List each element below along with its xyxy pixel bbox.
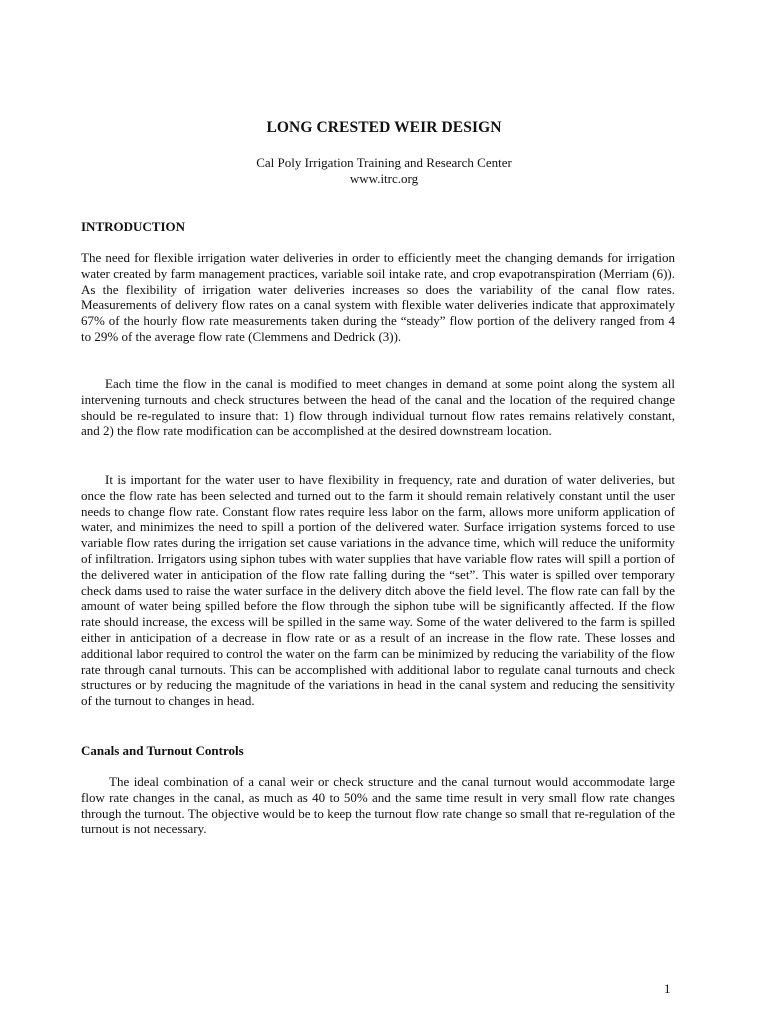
paragraph: The need for flexible irrigation water deliveries in order to efficiently meet the changing demands for irrigation water created by farm management practices, variable soil intake rate, and crop evapotranspiration (Merriam (6)). As the flexibility of irrigation water deliveries increases so does the variability of the canal flow rates. Measurements of delivery flow rates on a canal system with flexible water deliveries indicate that approximately 67% of the hourly flow rate measurements taken during the “steady” flow portion of the delivery ranged from 4 to 29% of the average flow rate (Clemmens and Dedrick (3)). xyxy=(81,250,675,344)
paragraph: The ideal combination of a canal weir or check structure and the canal turnout would accommodate large flow rate changes in the canal, as much as 40 to 50% and the same time result in very small flow rate changes through the turnout. The objective would be to keep the turnout flow rate change so small that re-regulation of the turnout is not necessary. xyxy=(81,774,675,837)
section-heading-canals-turnout-controls: Canals and Turnout Controls xyxy=(81,743,244,758)
paragraph: It is important for the water user to have flexibility in frequency, rate and duration of water deliveries, but once the flow rate has been selected and turned out to the farm it should remain relatively constant until the user needs to change flow rate. Constant flow rates require less labor on the farm, allows more uniform application of water, and minimizes the need to spill a portion of the delivered water. Surface irrigation systems forced to use variable flow rates during the irrigation set cause variations in the advance time, which will reduce the uniformity of infiltration. Irrigators using siphon tubes with water supplies that have variable flow rates will spill a portion of the delivered water in anticipation of the flow rate falling during the “set”. This water is spilled over temporary check dams used to raise the water surface in the delivery ditch above the field level. The flow rate can fall by the amount of water being spilled before the flow through the siphon tube will be significantly affected. If the flow rate should increase, the excess will be spilled in the same way. Some of the water delivered to the farm is spilled either in anticipation of a decrease in flow rate or as a result of an increase in the flow rate. These losses and additional labor required to control the water on the farm can be minimized by reducing the variability of the flow rate through canal turnouts. This can be accomplished with additional labor to regulate canal turnouts and check structures or by reducing the magnitude of the variations in head in the canal system and reducing the sensitivity of the turnout to changes in head. xyxy=(81,472,675,709)
organization-name: Cal Poly Irrigation Training and Research Center xyxy=(256,155,512,170)
paragraph: Each time the flow in the canal is modified to meet changes in demand at some point along the system all intervening turnouts and check structures between the head of the canal and the location of the required change should be re-regulated to insure that: 1) flow through individual turnout flow rates remains relatively constant, and 2) the flow rate modification can be accomplished at the desired downstream location. xyxy=(81,376,675,439)
section-heading-introduction: INTRODUCTION xyxy=(81,219,186,234)
document-title: LONG CRESTED WEIR DESIGN xyxy=(266,119,502,136)
page-number: 1 xyxy=(664,981,671,996)
website-url: www.itrc.org xyxy=(349,171,419,186)
